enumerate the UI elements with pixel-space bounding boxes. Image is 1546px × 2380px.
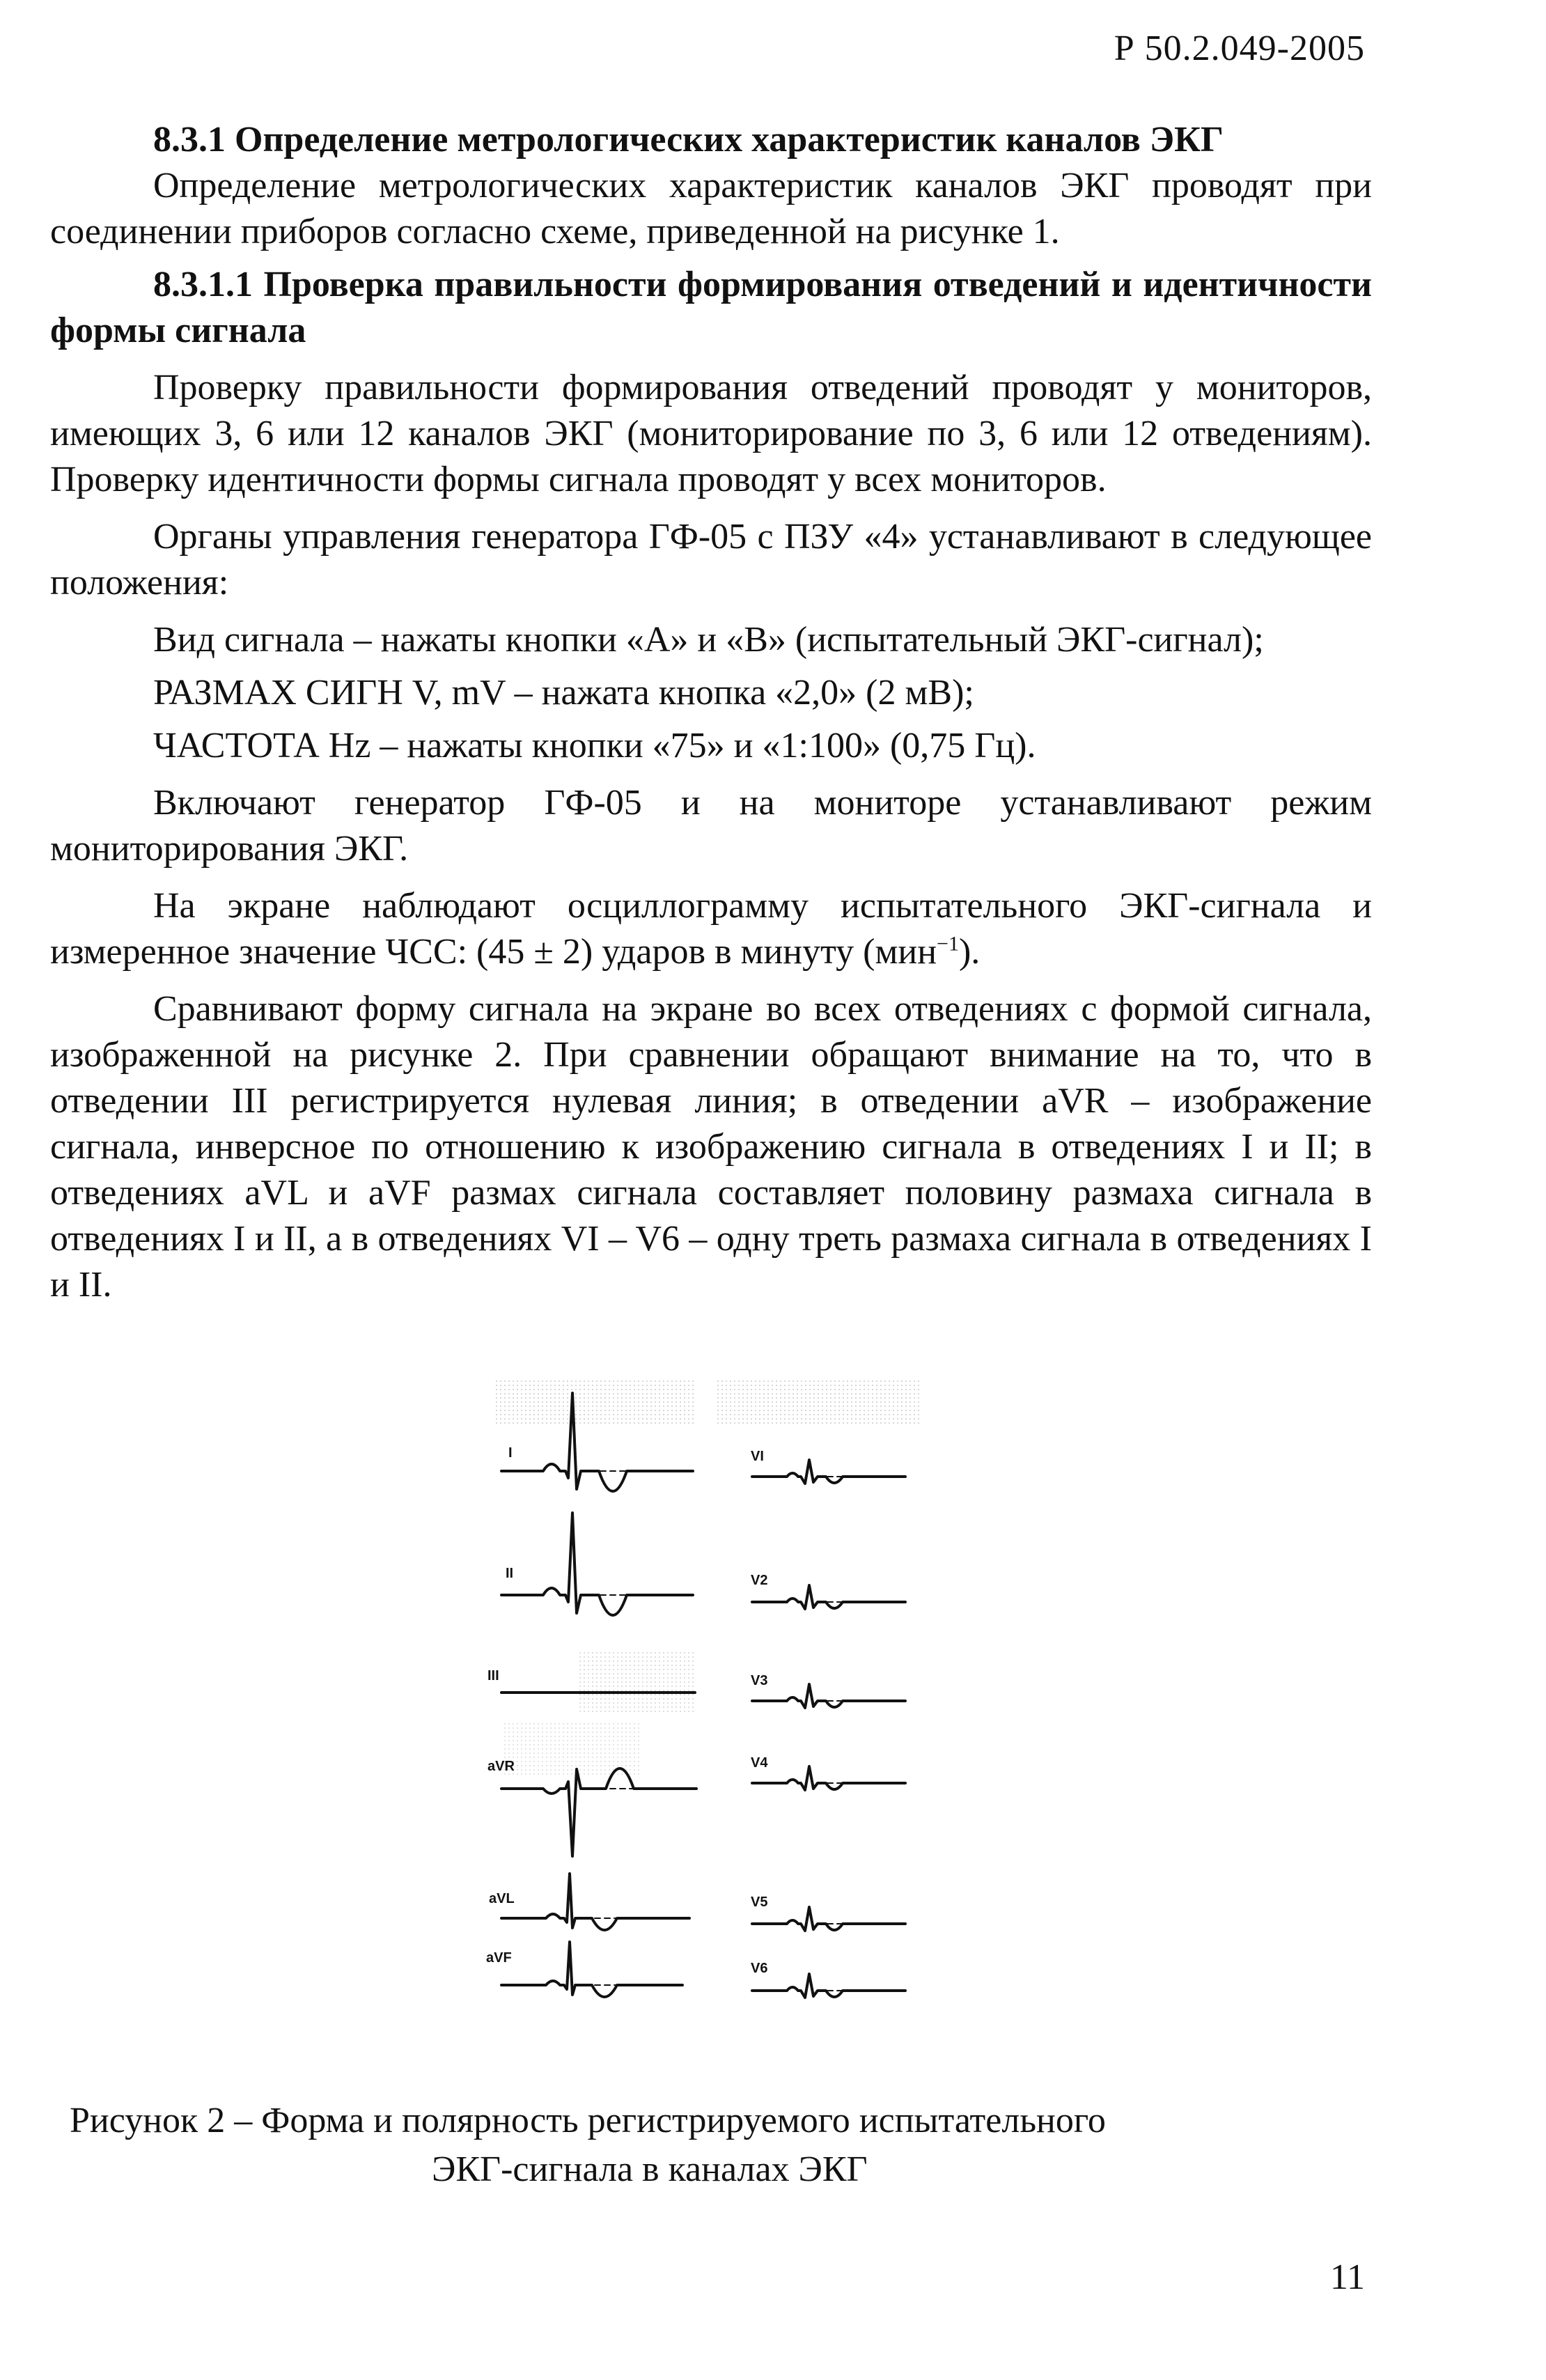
lead-V3-trace — [752, 1684, 905, 1708]
grid-background — [494, 1378, 696, 1426]
lead-label-V3: V3 — [751, 1673, 768, 1688]
paragraph-2: Проверку правильности формирования отведений проводят у мониторов, имеющих 3, 6 или 12 каналов ЭКГ (мониторирование по 3, 6 или 12 отведениям). Проверку идентичности формы сигнала проводят у всех мониторов. — [50, 368, 1372, 499]
paragraph-9: Сравнивают форму сигнала на экране во всех отведениях с формой сигнала, изображенной на рисунке 2. При сравнении обращают внимание на то, что в отведении III регистрируется нулевая линия; в отведении aVR – изображение сигнала, инверсное по отношению к изображению сигнала в отведениях I и II; в отведениях aVL и aVF размах сигнала составляет половину размаха сигнала в отведениях I и II, а в отведениях VI – V6 – одну треть размаха сигнала в отведениях I и II. — [50, 989, 1372, 1305]
lead-label-III: III — [487, 1668, 499, 1683]
lead-label-V6: V6 — [751, 1961, 768, 1976]
lead-aVR-trace — [501, 1768, 696, 1856]
lead-V5-trace — [752, 1907, 905, 1931]
paragraph-3: Органы управления генератора ГФ-05 с ПЗУ «4» устанавливают в следующее положения: — [50, 517, 1372, 602]
lead-V1-trace — [752, 1460, 905, 1484]
lead-aVF-trace — [501, 1942, 682, 1997]
lead-label-aVL: aVL — [489, 1891, 515, 1906]
paragraph-1: Определение метрологических характеристик каналов ЭКГ проводят при соединении приборов согласно схеме, приведенной на рисунке 1. — [50, 166, 1372, 251]
lead-label-V2: V2 — [751, 1573, 768, 1588]
document-code: Р 50.2.049-2005 — [1114, 29, 1365, 68]
paragraph-8-end: ). — [958, 932, 981, 972]
lead-label-V4: V4 — [751, 1755, 768, 1771]
paragraph-4: Вид сигнала – нажаты кнопки «А» и «В» (испытательный ЭКГ-сигнал); — [153, 620, 1264, 660]
grid-background — [717, 1378, 919, 1426]
grid-background — [578, 1651, 696, 1713]
figure-caption — [70, 2097, 1393, 2194]
paragraph-8-superscript: −1 — [937, 932, 959, 956]
body-text — [50, 117, 1372, 1308]
paragraph-5: РАЗМАХ СИГН V, mV – нажата кнопка «2,0» (2 мВ); — [153, 673, 974, 713]
lead-V4-trace — [752, 1766, 905, 1790]
section-heading: 8.3.1 Определение метрологических характеристик каналов ЭКГ — [153, 120, 1224, 160]
paragraph-6: ЧАСТОТА Hz – нажаты кнопки «75» и «1:100» (0,75 Гц). — [153, 726, 1036, 765]
lead-label-II: II — [506, 1566, 514, 1581]
paragraph-7: Включают генератор ГФ-05 и на мониторе устанавливают режим мониторирования ЭКГ. — [50, 783, 1372, 869]
subsection-heading: 8.3.1.1 Проверка правильности формирования отведений и идентичности формы сигнала — [50, 265, 1372, 350]
lead-label-V1: VI — [751, 1449, 764, 1464]
lead-label-I: I — [508, 1445, 513, 1461]
lead-label-aVF: aVF — [486, 1950, 512, 1966]
lead-V2-trace — [752, 1585, 905, 1609]
lead-label-aVR: aVR — [487, 1759, 515, 1774]
lead-aVL-trace — [501, 1874, 689, 1930]
figure-caption-line-2: ЭКГ-сигнала в каналах ЭКГ — [432, 2149, 868, 2189]
lead-V6-trace — [752, 1974, 905, 1998]
lead-II-trace — [501, 1513, 693, 1615]
paragraph-8 — [50, 883, 1372, 975]
lead-label-V5: V5 — [751, 1895, 768, 1910]
ecg-figure — [487, 1372, 961, 2027]
ecg-waveforms — [487, 1372, 961, 2027]
figure-caption-line-1: Рисунок 2 – Форма и полярность регистрируемого испытательного — [70, 2101, 1106, 2140]
page-number: 11 — [1329, 2257, 1365, 2297]
paragraph-8-main: На экране наблюдают осциллограмму испытательного ЭКГ-сигнала и измеренное значение ЧСС: (45 ± 2) ударов в минуту (мин — [50, 886, 1372, 972]
